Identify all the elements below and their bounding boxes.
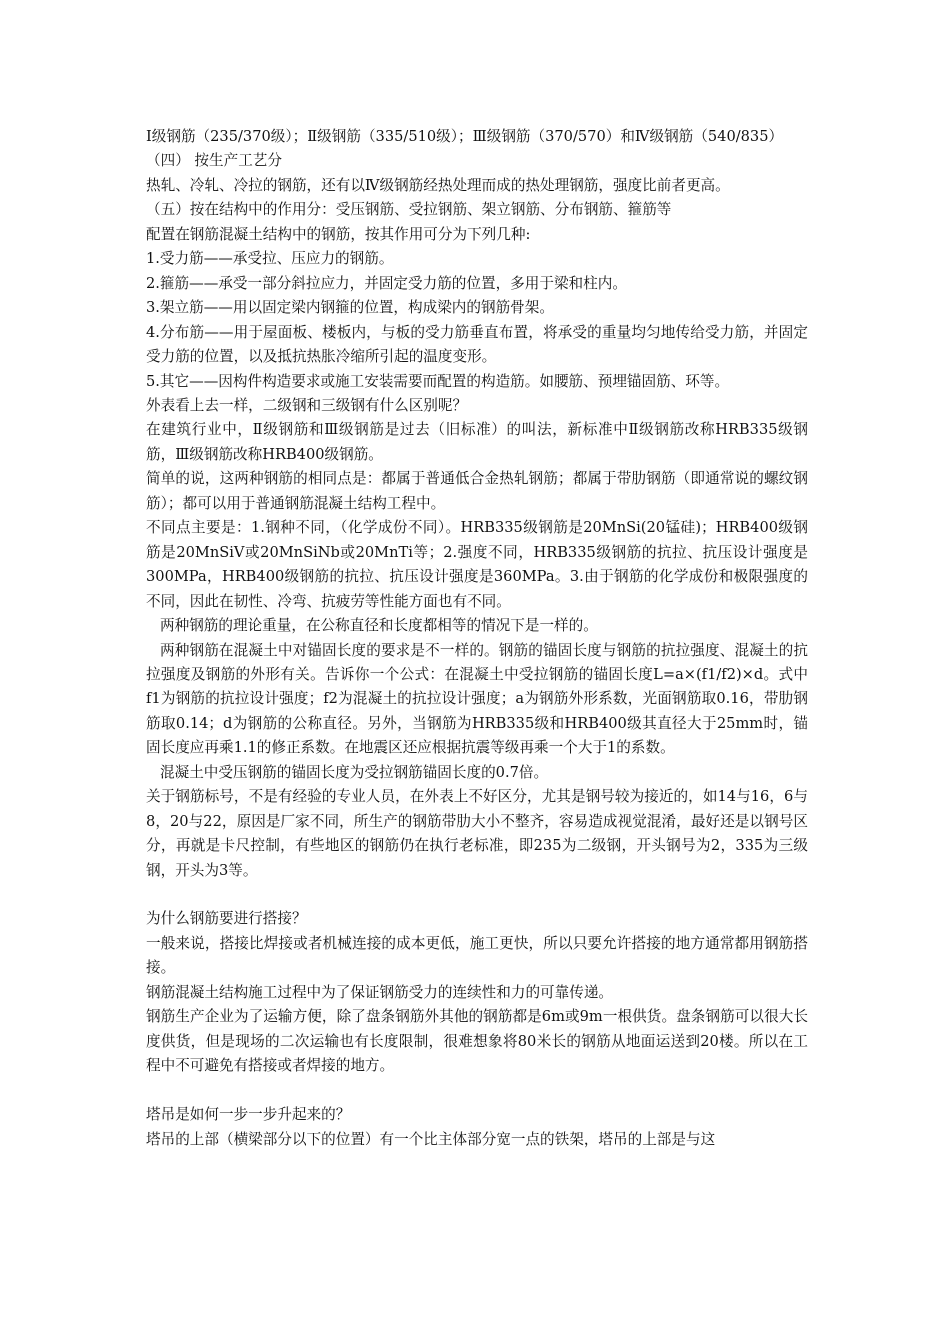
paragraph-differences: 不同点主要是：1.钢种不同，（化学成份不同）。HRB335级钢筋是20MnSi(20锰硅)；HRB400级钢筋是20MnSiV或20MnSiNb或20MnTi等；2.强度不同，HRB335级钢筋的抗拉、抗压设计强度是300MPa，HRB400级钢筋的抗拉、抗压设计强度是360MPa。3.由于钢筋的化学成份和极限强度的不同，因此在韧性、冷弯、抗疲劳等性能方面也有不同。 bbox=[146, 519, 808, 610]
paragraph-compression-anchorage: 混凝土中受压钢筋的锚固长度为受拉钢筋锚固长度的0.7倍。 bbox=[160, 763, 549, 781]
paragraph-role-intro: 配置在钢筋混凝土结构中的钢筋，按其作用可分为下列几种: bbox=[146, 225, 531, 243]
paragraph-theoretical-weight: 两种钢筋的理论重量，在公称直径和长度都相等的情况下是一样的。 bbox=[160, 617, 598, 635]
paragraph-tower-crane-answer: 塔吊的上部（横梁部分以下的位置）有一个比主体部分宽一点的铁架，塔吊的上部是与这 bbox=[146, 1130, 716, 1148]
blank-line bbox=[146, 883, 808, 907]
paragraph-question-lap-splice: 为什么钢筋要进行搭接？ bbox=[146, 910, 307, 928]
paragraph-lap-continuity: 钢筋混凝土结构施工过程中为了保证钢筋受力的连续性和力的可靠传递。 bbox=[146, 983, 614, 1001]
paragraph-grade-identification: 关于钢筋标号，不是有经验的专业人员，在外表上不好区分，尤其是钢号较为接近的，如14与16，6与8，20与22，原因是厂家不同，所生产的钢筋带肋大小不整齐，容易造成视觉混淆，最好还是以钢号区分，再就是卡尺控制，有些地区的钢筋仍在执行老标准，即235为二级钢，开头钢号为2，335为三级钢，开头为3等。 bbox=[146, 788, 808, 879]
paragraph-item-distribution-bar: 4.分布筋——用于屋面板、楼板内，与板的受力筋垂直布置，将承受的重量均匀地传给受力筋，并固定受力筋的位置，以及抵抗热胀冷缩所引起的温度变形。 bbox=[146, 323, 808, 366]
paragraph-item-other-bars: 5.其它——因构件构造要求或施工安装需要而配置的构造筋。如腰筋、预埋锚固筋、环等。 bbox=[146, 372, 730, 390]
paragraph-production-types: 热轧、冷轧、冷拉的钢筋，还有以Ⅳ级钢筋经热处理而成的热处理钢筋，强度比前者更高。 bbox=[146, 176, 730, 194]
paragraph-item-stirrup: 2.箍筋——承受一部分斜拉应力，并固定受力筋的位置，多用于梁和柱内。 bbox=[146, 274, 627, 292]
paragraph-naming-standard: 在建筑行业中，Ⅱ级钢筋和Ⅲ级钢筋是过去（旧标准）的叫法，新标准中Ⅱ级钢筋改称HRB335级钢筋，Ⅲ级钢筋改称HRB400级钢筋。 bbox=[146, 421, 808, 463]
paragraph-similarities: 简单的说，这两种钢筋的相同点是：都属于普通低合金热轧钢筋；都属于带肋钢筋（即通常说的螺纹钢筋）；都可以用于普通钢筋混凝土结构工程中。 bbox=[146, 470, 808, 512]
document-body bbox=[146, 125, 808, 1152]
paragraph-lap-cost: 一般来说，搭接比焊接或者机械连接的成本更低，施工更快，所以只要允许搭接的地方通常都用钢筋搭接。 bbox=[146, 934, 808, 977]
paragraph-item-stressed-bar: 1.受力筋——承受拉、压应力的钢筋。 bbox=[146, 250, 394, 268]
paragraph-item-erection-bar: 3.架立筋——用以固定梁内钢箍的位置，构成梁内的钢筋骨架。 bbox=[146, 299, 554, 317]
paragraph-heading-production-process: （四） 按生产工艺分 bbox=[146, 152, 282, 170]
paragraph-rebar-grades: Ⅰ级钢筋（235/370级）；Ⅱ级钢筋（335/510级）；Ⅲ级钢筋（370/570）和Ⅳ级钢筋（540/835） bbox=[146, 128, 784, 145]
paragraph-anchorage-length: 两种钢筋在混凝土中对锚固长度的要求是不一样的。钢筋的锚固长度与钢筋的抗拉强度、混凝土的抗拉强度及钢筋的外形有关。告诉你一个公式：在混凝土中受拉钢筋的锚固长度L=a×(f1/f2)×d。式中f1为钢筋的抗拉设计强度；f2为混凝土的抗拉设计强度；a为钢筋外形系数，光面钢筋取0.16，带肋钢筋取0.14；d为钢筋的公称直径。另外，当钢筋为HRB335级和HRB400级其直径大于25mm时，锚固长度应再乘1.1的修正系数。在地震区还应根据抗震等级再乘一个大于1的系数。 bbox=[146, 641, 808, 757]
paragraph-heading-structural-role: （五）按在结构中的作用分：受压钢筋、受拉钢筋、架立钢筋、分布钢筋、箍筋等 bbox=[146, 201, 672, 219]
paragraph-question-grade-difference: 外表看上去一样，二级钢和三级钢有什么区别呢？ bbox=[146, 396, 468, 414]
paragraph-lap-supply-length: 钢筋生产企业为了运输方便，除了盘条钢筋外其他的钢筋都是6m或9m一根供货。盘条钢筋可以很大长度供货，但是现场的二次运输也有长度限制，很难想象将80米长的钢筋从地面运送到20楼。所以在工程中不可避免有搭接或者焊接的地方。 bbox=[146, 1008, 808, 1075]
paragraph-question-tower-crane: 塔吊是如何一步一步升起来的？ bbox=[146, 1106, 351, 1124]
blank-line bbox=[146, 1079, 808, 1103]
